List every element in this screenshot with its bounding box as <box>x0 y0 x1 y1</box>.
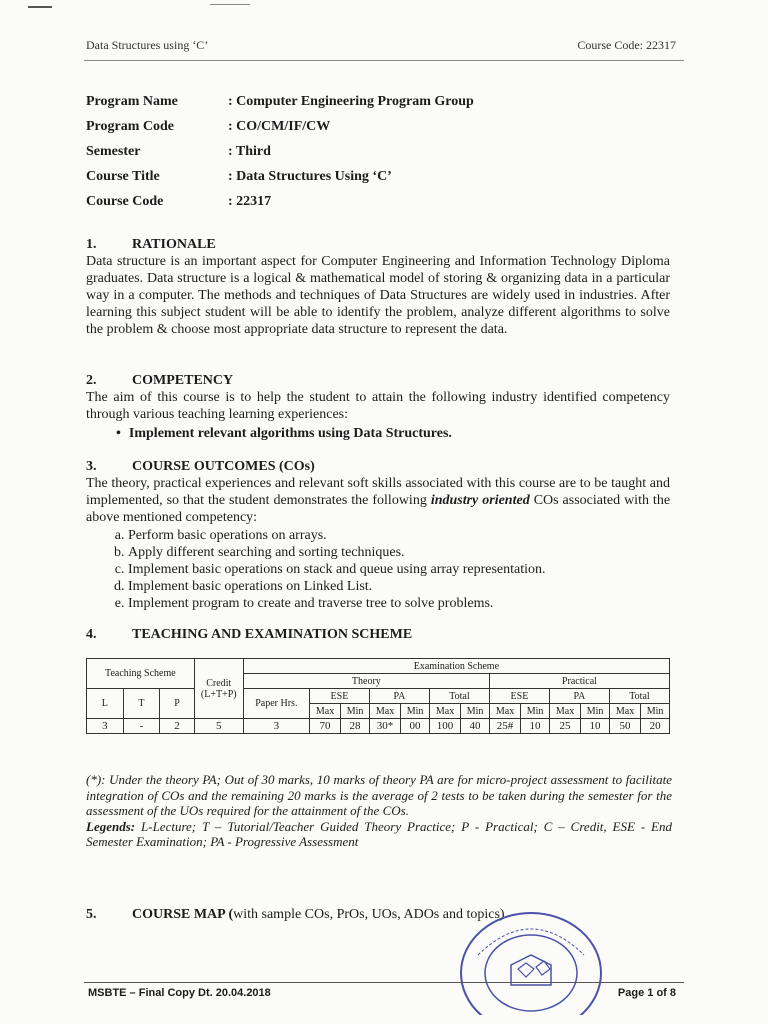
outcomes-emphasis: industry oriented <box>430 493 530 508</box>
info-value: : Data Structures Using ‘C’ <box>228 168 392 184</box>
paper-hrs-header: Paper Hrs. <box>243 689 309 719</box>
info-row <box>86 89 474 114</box>
max-header: Max <box>309 704 340 719</box>
footer-copy-date: MSBTE – Final Copy Dt. 20.04.2018 <box>88 987 271 999</box>
exam-scheme-header: Examination Scheme <box>243 659 669 674</box>
scheme-table <box>86 658 670 734</box>
practical-ese-header: ESE <box>489 689 549 704</box>
table-cell: - <box>123 719 160 734</box>
min-header: Min <box>521 704 550 719</box>
info-value: : CO/CM/IF/CW <box>228 118 331 134</box>
header-title: Data Structures using ‘C’ <box>86 38 209 52</box>
info-label: Course Title <box>86 168 160 184</box>
section-heading <box>86 236 670 253</box>
info-label: Semester <box>86 143 141 159</box>
theory-pa-header: PA <box>369 689 429 704</box>
outcomes-text <box>86 475 670 526</box>
info-value: : Third <box>228 143 271 159</box>
competency-bullet: • Implement relevant algorithms using Data Structures. <box>116 425 670 442</box>
section-title: COURSE MAP ( <box>132 907 234 922</box>
program-info <box>86 89 474 214</box>
max-header: Max <box>369 704 400 719</box>
max-header: Max <box>609 704 640 719</box>
theory-ese-header: ESE <box>309 689 369 704</box>
table-row <box>87 719 670 734</box>
outcomes-list <box>86 527 670 612</box>
table-cell: 25 <box>549 719 580 734</box>
credit-header: Credit (L+T+P) <box>194 659 243 719</box>
info-row <box>86 114 474 139</box>
section-number: 3. <box>86 459 97 474</box>
legends-text: L-Lecture; T – Tutorial/Teacher Guided Theory Practice; P - Practical; C – Credit, ESE - End Semester Examination; PA - Progressive Assessment <box>86 818 673 849</box>
rationale-text: Data structure is an important aspect for Computer Engineering and Information Technology Diploma graduates. Data structure is a logical & mathematical model of storing & organizing data in a particular way in a computer. The methods and techniques of Data Structures are widely used in industries. After learning this subject student will be able to identify the problem, analyze different algorithms to solve the problem & choose most appropriate data structure to represent the data. <box>86 254 670 337</box>
table-cell: 30* <box>369 719 400 734</box>
min-header: Min <box>461 704 490 719</box>
section-outcomes <box>86 458 670 612</box>
section-title: COMPETENCY <box>132 373 234 388</box>
list-item: b. Apply different searching and sorting techniques. <box>128 544 670 561</box>
max-header: Max <box>549 704 580 719</box>
note-star: (*): Under the theory PA; Out of 30 marks, 10 marks of theory PA are for micro-project assessment to facilitate integration of COs and the remaining 20 marks is the average of 2 tests to be taken during the semester for the assessment of the UOs required for the attainment of the COs. <box>86 772 672 818</box>
theory-header: Theory <box>243 674 489 689</box>
min-header: Min <box>641 704 670 719</box>
list-item: a. Perform basic operations on arrays. <box>128 527 670 544</box>
table-cell: 3 <box>243 719 309 734</box>
legends-label: Legends: <box>86 818 136 834</box>
section-competency <box>86 372 670 442</box>
section-title: COURSE OUTCOMES (COs) <box>132 459 315 474</box>
info-row <box>86 164 474 189</box>
section-heading <box>86 626 670 643</box>
t-header: T <box>123 689 160 719</box>
page-number: Page 1 of 8 <box>617 987 676 999</box>
list-item: c. Implement basic operations on stack and queue using array representation. <box>128 561 670 578</box>
competency-text: The aim of this course is to help the student to attain the following industry identified competency through various teaching learning experiences: <box>86 390 670 422</box>
outcomes-text-part: The theory, practical experiences and relevant soft skills associated with this course are to be taught and implemented, so that the student demonstrates the following <box>86 476 670 508</box>
table-cell: 70 <box>309 719 340 734</box>
section-teaching <box>86 626 670 643</box>
table-cell: 28 <box>341 719 370 734</box>
section-rationale <box>86 236 670 338</box>
min-header: Min <box>401 704 430 719</box>
section-title: TEACHING AND EXAMINATION SCHEME <box>132 627 413 642</box>
max-header: Max <box>429 704 460 719</box>
page-header <box>86 38 676 53</box>
scan-mark <box>210 4 250 5</box>
outcomes-text-part: COs associated with the above mentioned competency: <box>86 493 671 525</box>
section-number: 5. <box>86 907 97 922</box>
table-cell: 20 <box>641 719 670 734</box>
practical-total-header: Total <box>609 689 669 704</box>
notes <box>86 772 672 850</box>
header-course-code: Course Code: 22317 <box>577 38 676 52</box>
info-row <box>86 189 474 214</box>
scan-mark <box>28 6 52 8</box>
p-header: P <box>160 689 194 719</box>
l-header: L <box>87 689 124 719</box>
course-map-subtitle: with sample COs, PrOs, UOs, ADOs and topics) <box>233 907 505 922</box>
list-item: e. Implement program to create and traverse tree to solve problems. <box>128 595 670 612</box>
info-label: Program Code <box>86 118 174 134</box>
table-cell: 50 <box>609 719 640 734</box>
table-cell: 10 <box>521 719 550 734</box>
info-row <box>86 139 474 164</box>
table-cell: 25# <box>489 719 520 734</box>
table-cell: 10 <box>581 719 610 734</box>
info-label: Course Code <box>86 193 164 209</box>
practical-header: Practical <box>489 674 669 689</box>
max-header: Max <box>489 704 520 719</box>
teaching-scheme-header: Teaching Scheme <box>87 659 195 689</box>
table-cell: 100 <box>429 719 460 734</box>
list-item: d. Implement basic operations on Linked List. <box>128 578 670 595</box>
table-cell: 00 <box>401 719 430 734</box>
theory-total-header: Total <box>429 689 489 704</box>
table-cell: 3 <box>87 719 124 734</box>
min-header: Min <box>341 704 370 719</box>
section-number: 2. <box>86 373 97 388</box>
section-number: 4. <box>86 627 97 642</box>
section-title: RATIONALE <box>132 237 216 252</box>
table-cell: 5 <box>194 719 243 734</box>
section-heading <box>86 458 670 475</box>
section-number: 1. <box>86 237 97 252</box>
min-header: Min <box>581 704 610 719</box>
info-value: : Computer Engineering Program Group <box>228 93 474 109</box>
section-heading <box>86 372 670 389</box>
footer-divider <box>84 982 684 983</box>
page-footer <box>88 987 676 999</box>
section-course-map <box>86 907 505 923</box>
practical-pa-header: PA <box>549 689 609 704</box>
table-cell: 40 <box>461 719 490 734</box>
note-legends <box>86 819 672 850</box>
info-value: : 22317 <box>228 193 272 209</box>
info-label: Program Name <box>86 93 178 109</box>
table-cell: 2 <box>160 719 194 734</box>
header-divider <box>84 60 684 61</box>
